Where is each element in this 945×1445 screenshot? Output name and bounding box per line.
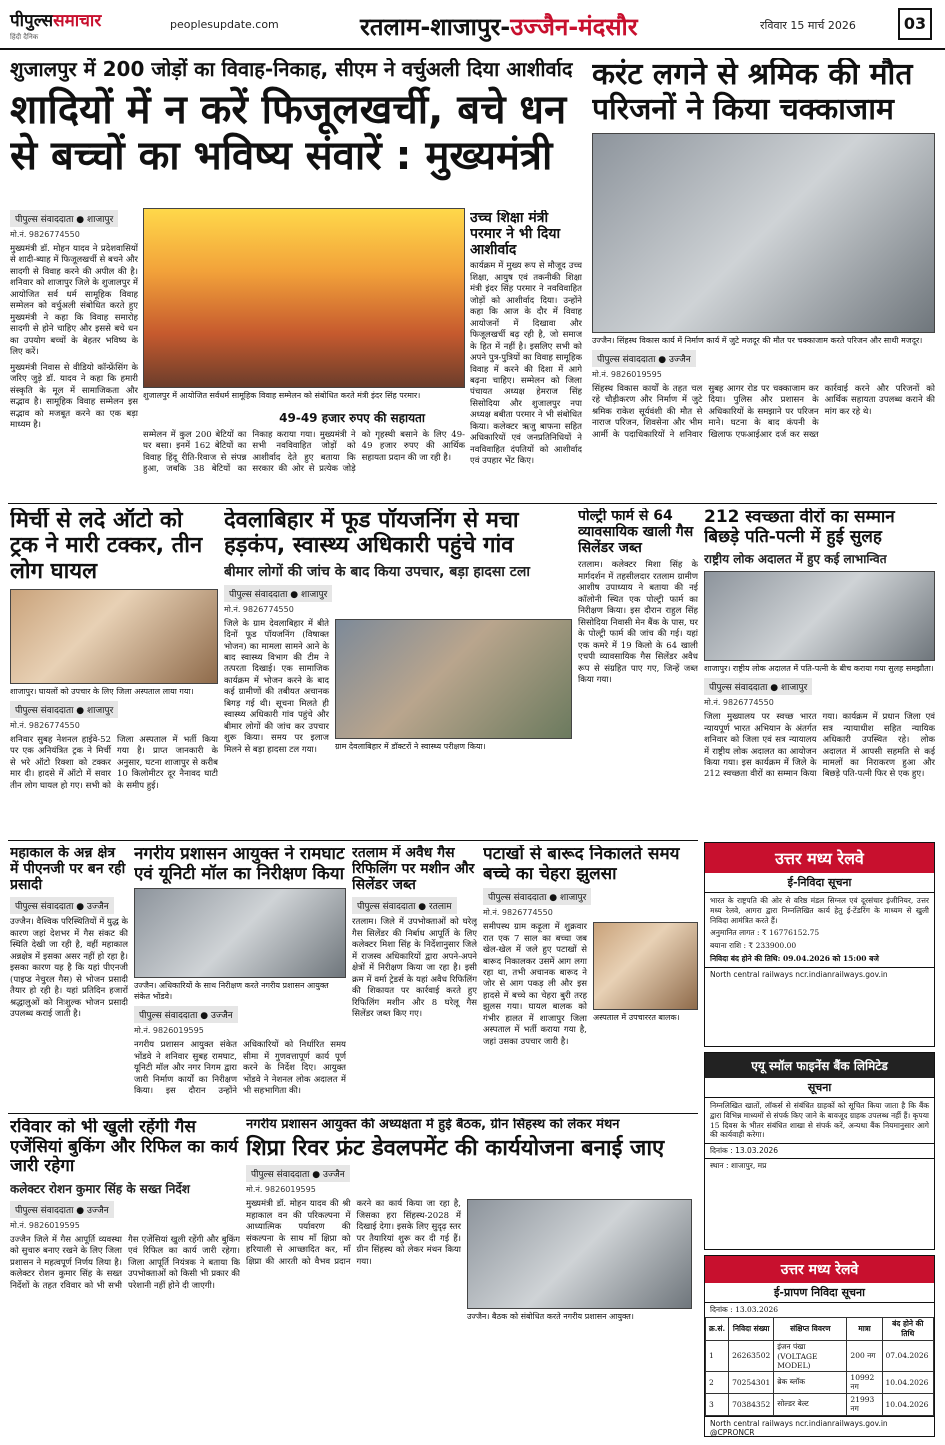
railway-ad-cost: अनुमानित लागत : ₹ 16776152.75: [710, 928, 820, 938]
lokadalat-byline: पीपुल्स संवाददाता ● शाजापुर: [704, 678, 812, 695]
poultry-headline[interactable]: पोल्ट्री फार्म से 64 व्यावसायिक खाली गैस सिलेंडर जब्त: [578, 508, 694, 557]
lokadalat-photo[interactable]: [704, 571, 935, 661]
shipra-kicker: नगरीय प्रशासन आयुक्त की अध्यक्षता में हुई बैठक, ग्रीन सिंहस्थ को लेकर मंथन: [246, 1118, 620, 1132]
table-cell: 10.04.2026: [882, 1393, 933, 1415]
lead-photo-caption: शुजालपुर में आयोजित सर्वधर्म सामूहिक विवाह सम्मेलन को संबोधित करते मंत्री इंदर सिंह परमार।: [143, 391, 421, 400]
mahakal-headline[interactable]: महाकाल के अन्न क्षेत्र में पीएनजी पर बन रही प्रसादी: [10, 845, 126, 894]
mall-photo[interactable]: [134, 888, 346, 978]
railway-ad-subtitle: ई-निविदा सूचना: [705, 873, 934, 893]
table-cell: 07.04.2026: [882, 1340, 933, 1371]
table-header-cell: संक्षिप्त विवरण: [774, 1317, 847, 1340]
lead-sidebar: [470, 210, 582, 501]
lokadalat-mobile: मो.नं. 9826774550: [704, 698, 774, 708]
shipra-story: [246, 1118, 698, 1435]
lead-story-bottom: [143, 405, 465, 501]
shipra-mobile: मो.नं. 9826019595: [246, 1185, 316, 1195]
mall-byline: पीपुल्स संवाददाता ● उज्जैन: [134, 1006, 238, 1023]
lead-inline-head: 49-49 हजार रुपए की सहायता: [279, 411, 425, 425]
gas-headline[interactable]: रविवार को भी खुली रहेंगी गैस एजेंसियां बुकिंग और रिफिल का कार्य जारी रहेगा: [10, 1118, 239, 1177]
crackers-photo[interactable]: [593, 922, 698, 1010]
newspaper-logo[interactable]: [10, 8, 160, 42]
table-body: [706, 1340, 934, 1415]
chili-photo[interactable]: [10, 589, 218, 684]
table-row: [706, 1371, 934, 1393]
refilling-headline[interactable]: रतलाम में अवैध गैस रिफिलिंग पर मशीन और सिलेंडर जब्त: [352, 845, 475, 894]
table-cell: 10.04.2026: [882, 1371, 933, 1393]
accident-byline: पीपुल्स संवाददाता ● उज्जैन: [592, 350, 696, 367]
crackers-mobile: मो.नं. 9826774550: [483, 908, 553, 918]
railway-ad-footer: North central railways ncr.indianrailways.gov.in: [705, 967, 934, 981]
lokadalat-story: [704, 508, 935, 836]
lead-photo[interactable]: [143, 208, 465, 388]
accident-photo-caption: उज्जैन। सिंहस्थ विकास कार्य में निर्माण कार्य में जुटे मजदूर की मौत पर चक्काजाम करते परिजन और साथी मजदूर।: [592, 336, 923, 345]
mall-story: [134, 845, 346, 1110]
railway-ad2-date: दिनांक : 13.03.2026: [710, 1305, 779, 1314]
shipra-byline: पीपुल्स संवाददाता ● उज्जैन: [246, 1165, 350, 1182]
mall-body: नगरीय प्रशासन आयुक्त संकेत भोंडवे ने शनिवार सुबह रामघाट, यूनिटी मॉल और नगर निगम द्वारा जारी निर्माण कार्यों का निरीक्षण किया। इस दौरान उन्होंने अधिकारियों को निर्धारित समय सीमा में गुणवत्तापूर्ण कार्य पूर्ण करने के निर्देश दिए। आयुक्त भोंडवे ने नेशनल लोक अदालत में भी सहभागिता की।: [134, 1040, 346, 1096]
table-cell: 70254301: [729, 1371, 774, 1393]
lead-side-head: उच्च शिक्षा मंत्री परमार ने भी दिया आशीर्वाद: [470, 210, 561, 259]
table-cell: 3: [706, 1393, 729, 1415]
table-header-cell: बंद होने की तिथि: [882, 1317, 933, 1340]
divider: [8, 1113, 698, 1114]
chili-body: शनिवार सुबह नेशनल हाईवे-52 पर एक अनियंत्रित ट्रक ने मिर्ची से भरे ऑटो रिक्शा को टक्कर मार दी। हादसे में ऑटो में सवार तीन लोग घायल हो गए। सभी को जिला अस्पताल में भर्ती किया गया है। प्राप्त जानकारी के अनुसार, घटना शाजापुर से करीब 10 किलोमीटर दूर नैनावद घाटी के समीप हुई।: [10, 734, 218, 791]
chili-headline[interactable]: मिर्ची से लदे ऑटो को ट्रक ने मारी टक्कर, तीन लोग घायल: [10, 508, 203, 584]
food-body: जिले के ग्राम देवलाबिहार में बीते दिनों फूड पॉयजनिंग (विषाक्त भोजन) का मामला सामने आने के बाद स्वास्थ्य विभाग की टीम ने तत्परता दिखाई। एक सामाजिक कार्यक्रम में भोजन करने के बाद कई ग्रामीणों की तबीयत अचानक बिगड़ गई थी। सूचना मिलते ही स्वास्थ्य अधिकारी गांव पहुंचे और बीमार लोगों की जांच कर उपचार शुरू किया। समय पर इलाज मिलने से बड़ा हादसा टल गया।: [224, 618, 329, 755]
table-cell: 70384352: [729, 1393, 774, 1415]
mahakal-story: [10, 845, 128, 1110]
page-number: 03: [898, 8, 932, 40]
table-header-row: [706, 1317, 934, 1340]
table-cell: 2: [706, 1371, 729, 1393]
crackers-photo-caption: अस्पताल में उपचाररत बालक।: [593, 1013, 680, 1023]
gas-subhead: कलेक्टर रोशन कुमार सिंह के सख्त निर्देश: [10, 1181, 190, 1196]
edition-accent: उज्जैन-मंदसौर: [510, 13, 638, 41]
railway-ad2-footer: North central railways ncr.indianrailways.gov.in @CPRONCR: [705, 1416, 934, 1437]
lead-headline[interactable]: शादियों में न करें फिजूलखर्ची, बचे धन से बच्चों का भविष्य संवारें : मुख्यमंत्री: [10, 87, 567, 179]
lead-photo-block: [143, 208, 465, 403]
railway-ad-title: उत्तर मध्य रेलवे: [705, 843, 934, 873]
table-header-cell: निविदा संख्या: [729, 1317, 774, 1340]
lead-side-body: कार्यक्रम में मुख्य रूप से मौजूद उच्च शिक्षा, आयुष एवं तकनीकी शिक्षा मंत्री इंदर सिंह परमार ने नवविवाहित जोड़ों को आशीर्वाद दिया। उन्होंने कहा कि आज के दौर में विवाह आयोजनों में दिखावा और फिजूलखर्ची बढ़ रही है, जो समाज के हित में नहीं है। इसलिए सभी को अपने पुत्र-पुत्रियों का विवाह सामूहिक विवाह में करने की दिशा में आगे बढ़ना चाहिए। सम्मेलन को जिला पंचायत अध्यक्ष हेमराज सिंह सिसोदिया और शुजालपुर नपा अध्यक्ष बबीता परमार ने भी संबोधित किया। कलेक्टर ऋजु बाफना सहित अधिकारियों एवं जनप्रतिनिधियों ने नवविवाहित दंपतियों को आशीर्वाद एवं उपहार भेंट किए।: [470, 261, 582, 467]
lokadalat-subhead: राष्ट्रीय लोक अदालत में हुए कई लाभान्वित: [704, 552, 887, 567]
bank-ad-date: दिनांक : 13.03.2026: [705, 1143, 934, 1158]
table-cell: 21993 नग: [847, 1393, 882, 1415]
mall-headline[interactable]: नगरीय प्रशासन आयुक्त ने रामघाट एवं यूनिटी मॉल का निरीक्षण किया: [134, 845, 345, 884]
divider: [8, 503, 937, 504]
food-story: [224, 508, 572, 836]
masthead: [0, 0, 945, 50]
table-row: [706, 1340, 934, 1371]
bank-ad-body: निम्नलिखित खातों, लॉकर्स से संबंधित ग्राहकों को सूचित किया जाता है कि बैंक द्वारा विभिन्न माध्यमों से संपर्क किए जाने के बावजूद ग्राहक उपलब्ध नहीं हैं। कृपया 15 दिवस के भीतर संबंधित शाखा से संपर्क करें, अन्यथा बैंक नियमानुसार आगे की कार्यवाही करेगा।: [710, 1101, 929, 1140]
accident-photo[interactable]: [592, 133, 935, 333]
mall-photo-caption: उज्जैन। अधिकारियों के साथ निरीक्षण करते नगरीय प्रशासन आयुक्त संकेत भोंडवे।: [134, 981, 329, 1002]
poultry-story: [578, 508, 698, 836]
lead-mobile: मो.नं. 9826774550: [10, 230, 80, 239]
railway-ad2-subtitle: ई-प्रापण निविदा सूचना: [705, 1283, 934, 1303]
lead-body-2: मुख्यमंत्री निवास से वीडियो कॉन्फ्रेंसिंग के जरिए जुड़े डॉ. यादव ने कहा कि हमारी संस्कृति के मूल में सामाजिकता और सद्भाव है। सामूहिक विवाह सम्मेलन इस सद्भाव को मजबूत करने का एक बड़ा माध्यम है।: [10, 362, 138, 431]
shipra-body: मुख्यमंत्री डॉ. मोहन यादव की श्री महाकाल वन की परिकल्पना में आध्यात्मिक पर्यावरण की संकल्पना के साथ माँ क्षिप्रा को हरियाली से आच्छादित कर, माँ क्षिप्रा की आरती को वैभव प्रदान करने का कार्य किया जा रहा है, जिसका हरा सिंहस्थ-2028 में दिखाई देगा। इसके लिए सुदृढ़ स्तर पर तैयारियां शुरू कर दी गई हैं। ग्रीन सिंहस्थ को लेकर मंथन किया गया।: [246, 1199, 461, 1267]
lead-body-1: मुख्यमंत्री डॉ. मोहन यादव ने प्रदेशवासियों से शादी-ब्याह में फिजूलखर्ची से बचने और सादगी से विवाह करने की अपील की है। शनिवार को शाजापुर जिले के शुजालपुर में आयोजित सर्व धर्म सामूहिक विवाह सम्मेलन को वर्चुअली संबोधित करते हुए मुख्यमंत्री ने कहा कि विवाह समारोह सादगी से होने चाहिए और इससे बचे धन का उपयोग बच्चों के बेहतर भविष्य के लिए करें।: [10, 244, 138, 358]
table-row: [706, 1393, 934, 1415]
site-url-link[interactable]: peoplesupdate.com: [170, 18, 279, 31]
crackers-headline[interactable]: पटाखों से बारूद निकालते समय बच्चे का चेहरा झुलसा: [483, 845, 680, 884]
refilling-body: रतलाम। जिले में उपभोक्ताओं को घरेलू गैस सिलेंडर की निर्बाध आपूर्ति के लिए कलेक्टर मिशा सिंह के निर्देशानुसार जिले में राजस्व अधिकारियों द्वारा अपने-अपने क्षेत्रों में निरीक्षण किया जा रहा है। इसी क्रम में वर्मा ट्रेडर्स के यहां अवैध रिफिलिंग की शिकायत पर कार्रवाई करते हुए रिफिलिंग मशीन और 8 घरेलू गैस सिलेंडर जब्त किए गए।: [352, 917, 477, 1020]
lead-story-col1: [10, 206, 138, 501]
lead-kicker: शुजालपुर में 200 जोड़ों का विवाह-निकाह, सीएम ने वर्चुअली दिया आशीर्वाद: [10, 58, 573, 81]
food-headline[interactable]: देवलाबिहार में फूड पॉयजनिंग से मचा हड़कंप, स्वास्थ्य अधिकारी पहुंचे गांव: [224, 508, 519, 559]
refilling-story: [352, 845, 477, 1110]
gas-mobile: मो.नं. 9826019595: [10, 1220, 80, 1230]
food-photo[interactable]: [335, 619, 572, 739]
logo-tagline: हिंदी दैनिक: [10, 33, 39, 41]
accident-story: [592, 58, 935, 498]
food-subhead: बीमार लोगों की जांच के बाद किया उपचार, बड़ा हादसा टला: [224, 563, 530, 580]
lead-body-3: सम्मेलन में कुल 200 बेटियों का घर बसा। इनमें 162 बेटियों का विवाह हिंदू रीति-रिवाज से संपन्न हुआ, जबकि 38 बेटियों का निकाह कराया गया। मुख्यमंत्री ने सभी नवविवाहित जोड़ों को आशीर्वाद देते हुए बताया कि सरकार की ओर से प्रत्येक जोड़े को गृहस्थी बसाने के लिए 49-49 हजार रुपए की आर्थिक सहायता प्रदान की जा रही है।: [143, 430, 465, 475]
chili-story: [10, 508, 218, 836]
railway-ad-emd: बयाना राशि : ₹ 233900.00: [710, 941, 797, 950]
food-photo-caption: ग्राम देवलाबिहार में डॉक्टरों ने स्वास्थ्य परीक्षण किया।: [335, 741, 486, 751]
railway-ad-close-date: निविदा बंद होने की तिथि: 09.04.2026 को 15:00 बजे: [710, 953, 879, 963]
table-cell: 26263502: [729, 1340, 774, 1371]
shipra-photo[interactable]: [467, 1199, 692, 1309]
crackers-byline: पीपुल्स संवाददाता ● शाजापुर: [483, 888, 591, 905]
mahakal-byline: पीपुल्स संवाददाता ● उज्जैन: [10, 897, 114, 914]
divider: [8, 840, 698, 841]
railway-ad2-title: उत्तर मध्य रेलवे: [705, 1256, 934, 1283]
crackers-story: [483, 845, 698, 1110]
table-cell: 1: [706, 1340, 729, 1371]
lokadalat-body: जिला मुख्यालय पर स्वच्छ भारत न्यायपूर्ण भारत अभियान के अंतर्गत शनिवार को जिला एवं सत्र न्यायालय में राष्ट्रीय लोक अदालत का आयोजन किया गया। इस कार्यक्रम में जिले के 212 स्वच्छता वीरों का सम्मान किया गया। कार्यक्रम में प्रधान जिला एवं सत्र न्यायाधीश सहित न्यायिक अधिकारी उपस्थित रहे। लोक अदालत में आपसी सहमति से कई मामलों का निराकरण हुआ और बिछड़े पति-पत्नी फिर से एक हुए।: [704, 712, 935, 780]
mahakal-body: उज्जैन। वैश्विक परिस्थितियों में युद्ध के कारण जहां देशभर में गैस संकट की स्थिति देखी जा रही है, वहीं महाकाल अन्नक्षेत्र में इसका असर नहीं हो रहा है। इसका कारण यह है कि यहां पीएनजी (पाइप्ड नेचुरल गैस) से भोजन प्रसादी तैयार हो रही है। यहां प्रतिदिन हजारों श्रद्धालुओं को निःशुल्क भोजन प्रसादी उपलब्ध कराई जाती है।: [10, 917, 128, 1020]
railway-eprocurement-ad[interactable]: [704, 1255, 935, 1437]
table-header-cell: क्र.सं.: [706, 1317, 729, 1340]
logo-accent: समाचार: [53, 11, 102, 31]
bank-ad-subtitle: सूचना: [705, 1078, 934, 1098]
lead-story-heading: [10, 58, 582, 206]
bank-notice-ad[interactable]: [704, 1052, 935, 1250]
lokadalat-photo-caption: शाजापुर। राष्ट्रीय लोक अदालत में पति-पत्नी के बीच कराया गया सुलह समझौता।: [704, 664, 934, 674]
table-cell: 200 नग: [847, 1340, 882, 1371]
gas-byline: पीपुल्स संवाददाता ● उज्जैन: [10, 1201, 114, 1218]
lead-byline: पीपुल्स संवाददाता ● शाजापुर: [10, 210, 118, 227]
gas-story: [10, 1118, 240, 1435]
chili-mobile: मो.नं. 9826774550: [10, 720, 80, 730]
logo-main: पीपुल्स: [10, 11, 54, 31]
railway-ad2-table: [705, 1317, 934, 1416]
table-cell: 10992 नग: [847, 1371, 882, 1393]
bank-ad-place: स्थान : शाजापुर, मप्र: [705, 1158, 934, 1173]
mall-mobile: मो.नं. 9826019595: [134, 1026, 204, 1036]
chili-photo-caption: शाजापुर। घायलों को उपचार के लिए जिला अस्पताल लाया गया।: [10, 686, 194, 696]
railway-tender-ad[interactable]: [704, 842, 935, 1047]
accident-headline[interactable]: करंट लगने से श्रमिक की मौत परिजनों ने किया चक्काजाम: [592, 58, 913, 127]
edition-title: [360, 10, 638, 43]
gas-body: उज्जैन जिले में गैस आपूर्ति व्यवस्था को सुचारु बनाए रखने के लिए जिला प्रशासन ने महत्वपूर्ण निर्णय लिया है। कलेक्टर रोशन कुमार सिंह के सख्त निर्देशों के तहत रविवार को भी सभी गैस एजेंसियां खुली रहेंगी और बुकिंग एवं रिफिल का कार्य जारी रहेगा। जिला आपूर्ति नियंत्रक ने बताया कि उपभोक्ताओं को किसी भी प्रकार की परेशानी नहीं होने दी जाएगी।: [10, 1234, 240, 1291]
lokadalat-headline[interactable]: 212 स्वच्छता वीरों का सम्मान बिछड़े पति-पत्नी में हुई सुलह: [704, 508, 895, 547]
table-cell: ब्रेक ब्लॉक: [774, 1371, 847, 1393]
accident-mobile: मो.नं. 9826019595: [592, 370, 662, 379]
crackers-body: समीपस्थ ग्राम कढ़ूला में शुक्रवार रात एक 7 साल का बच्चा जब खेल-खेल में जले हुए पटाखों से बारूद निकालकर उसमें आग लगा रहा था, तभी अचानक बारूद ने जोर से आग पकड़ ली और इस हादसे में बच्चे का चेहरा बुरी तरह झुलस गया। घायल बालक को गंभीर हालत में शाजापुर जिला अस्पताल में भर्ती कराया गया है, जहां उसका उपचार जारी है।: [483, 922, 587, 1047]
dateline: रविवार 15 मार्च 2026: [760, 19, 856, 32]
chili-byline: पीपुल्स संवाददाता ● शाजापुर: [10, 701, 118, 718]
table-cell: सोल्डर बेल्ट: [774, 1393, 847, 1415]
accident-body: सिंहस्थ विकास कार्यों के तहत चल रहे चौड़ीकरण और निर्माण में जुटे श्रमिक राकेश सूर्यवंशी की मौत से नाराज परिजन, शिवसेना और भीम आर्मी के पदाधिकारियों ने शनिवार सुबह आगर रोड पर चक्काजाम कर दिया। पुलिस और प्रशासन के अधिकारियों के समझाने पर परिजन माने। घटना के बाद कंपनी के खिलाफ एफआईआर दर्ज कर सख्त कार्रवाई करने और परिजनों को आर्थिक सहायता उपलब्ध कराने की मांग कर रहे थे।: [592, 384, 935, 440]
table-header-cell: मात्रा: [847, 1317, 882, 1340]
shipra-headline[interactable]: शिप्रा रिवर फ्रंट डेवलपमेंट की कार्ययोजना बनाई जाए: [246, 1135, 665, 1161]
food-byline: पीपुल्स संवाददाता ● शाजापुर: [224, 585, 332, 602]
food-mobile: मो.नं. 9826774550: [224, 604, 294, 614]
table-cell: इंजन पंखा (VOLTAGE MODEL): [774, 1340, 847, 1371]
bank-ad-title: एयू स्मॉल फाइनेंस बैंक लिमिटेड: [705, 1053, 934, 1078]
edition-main: रतलाम-शाजापुर-: [360, 13, 511, 41]
railway-ad-body: भारत के राष्ट्रपति की ओर से वरिष्ठ मंडल सिग्नल एवं दूरसंचार इंजीनियर, उत्तर मध्य रेलवे, आगरा द्वारा निम्नलिखित कार्य हेतु ई-टेंडरिंग के माध्यम से खुली निविदा आमंत्रित करते हैं।: [710, 896, 929, 925]
poultry-body: रतलाम। कलेक्टर मिशा सिंह के मार्गदर्शन में तहसीलदार रतलाम ग्रामीण आशीष उपाध्याय ने बताया की नई कॉलोनी स्थित एक पोल्ट्री फार्म का निरीक्षण किया। इस दौरान राहुल सिंह सिसोदिया निवासी मेन बैंक के पास, घर के पोल्ट्री फार्म की जांच की गई। यहां एक कमरे में 19 किलो के 64 खाली एचपी व्यावसायिक गैस सिलेंडर अवैध रूप से संग्रहित पाए गए, जिन्हें जब्त किया गया।: [578, 560, 698, 685]
shipra-photo-caption: उज्जैन। बैठक को संबोधित करते नगरीय प्रशासन आयुक्त।: [467, 1312, 634, 1322]
refilling-byline: पीपुल्स संवाददाता ● रतलाम: [352, 897, 457, 914]
